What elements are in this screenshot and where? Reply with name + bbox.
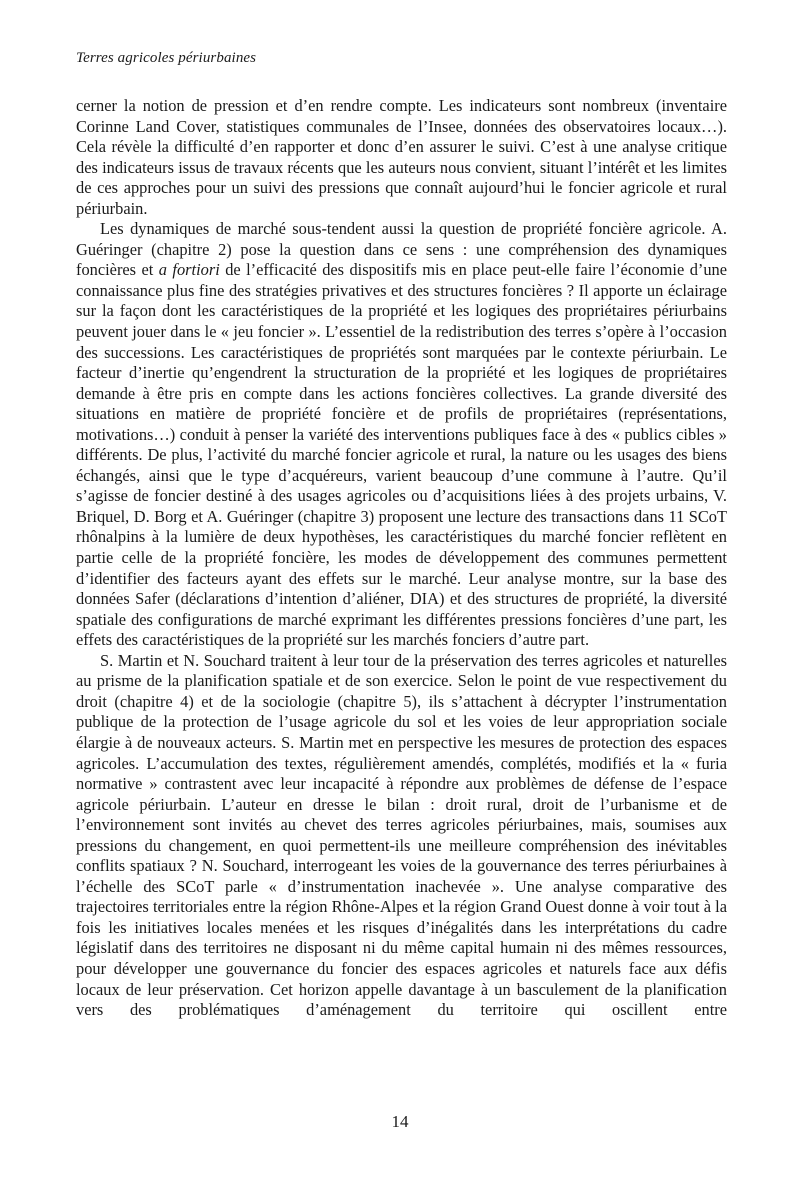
paragraph-2 xyxy=(76,219,727,650)
paragraph-1: cerner la notion de pression et d’en rendre compte. Les indicateurs sont nombreux (inventaire Corinne Land Cover, statistiques communales de l’Insee, données des observatoires locaux…). Cela révèle la difficulté d’en rapporter et donc d’en assurer le suivi. C’est à une analyse critique des indicateurs issus de travaux récents que les auteurs nous convient, situant l’intérêt et les limites de ces approches pour un suivi des pressions que connaît aujourd’hui le foncier agricole et rural périurbain. xyxy=(76,96,727,218)
page-number: 14 xyxy=(391,1112,409,1131)
paragraph-3: S. Martin et N. Souchard traitent à leur tour de la préservation des terres agricoles et naturelles au prisme de la planification spatiale et de son exercice. Selon le point de vue respectivement du droit (chapitre 4) et de la sociologie (chapitre 5), ils s’attachent à décrypter l’instrumentation publique de la protection de l’usage agricole du sol et les voies de leur appropriation sociale élargie à de nouveaux acteurs. S. Martin met en perspective les mesures de protection des espaces agricoles. L’accumulation des textes, régulièrement amendés, complétés, modifiés et la « furia normative » contrastent avec leur incapacité à répondre aux problèmes de défense de l’espace agricole périurbain. L’auteur en dresse le bilan : droit rural, droit de l’urbanisme et de l’environnement sont invités au chevet des terres agricoles périurbaines, mais, soumises aux pressions du changement, en quoi permettent-ils une meilleure compréhension des inévitables conflits spatiaux ? N. Souchard, interrogeant les voies de la gouvernance des terres périurbaines à l’échelle des SCoT parle « d’instrumentation inachevée ». Une analyse comparative des trajectoires territoriales entre la région Rhône-Alpes et la région Grand Ouest donne à voir tout à la fois les initiatives locales menées et les risques d’inégalités dans les interprétations du cadre législatif dans des territoires ne disposant ni du même capital humain ni des mêmes ressources, pour développer une gouvernance du foncier des espaces agricoles et naturels face aux défis locaux de leur préservation. Cet horizon appelle davantage à un basculement de la planification vers des problématiques d’aménagement du territoire qui oscillent entre xyxy=(76,650,727,1020)
paragraph-2-emphasis: a fortiori xyxy=(158,260,220,280)
body-text xyxy=(76,96,727,1021)
running-head: Terres agricoles périurbaines xyxy=(76,50,257,66)
paragraph-2-text-start: Les dynamiques de marché sous-tendent aussi la question de propriété foncière agricole. A. Guéringer (chapitre 2) pose la question dans ce sens : une compréhension des dynamiques foncières et xyxy=(76,219,727,280)
paragraph-2-text-end: de l’efficacité des dispositifs mis en place peut-elle faire l’économie d’une connaissance plus fine des stratégies privatives et des structures foncières ? Il apporte un éclairage sur la façon dont les caractéristiques de la propriété et les logiques des propriétaires périurbains peuvent jouer dans le « jeu foncier ». L’essentiel de la redistribution des terres s’opère à l’occasion des successions. Les caractéristiques de propriétés sont marquées par le contexte périurbain. Le facteur d’inertie qu’engendrent la structuration de la propriété et les logiques de propriétaires demande à être pris en compte dans les actions foncières collectives. La grande diversité des situations en matière de propriété foncière et de profils de propriétaires (représentations, motivations…) conduit à penser la variété des interventions publiques face à des « publics cibles » différents. De plus, l’activité du marché foncier agricole et rural, la nature ou les usages des biens échangés, ainsi que le type d’acquéreurs, varient beaucoup d’une commune à l’autre. Qu’il s’agisse de foncier destiné à des usages agricoles ou d’acquisitions liées à des projets urbains, V. Briquel, D. Borg et A. Guéringer (chapitre 3) proposent une lecture des transactions dans 11 SCoT rhônalpins à la lumière de deux hypothèses, les caractéristiques du marché foncier reflètent en partie celle de la propriété foncière, les modes de développement des communes permettent d’identifier des facteurs ayant des effets sur le marché. Leur analyse montre, sur la base des données Safer (déclarations d’intention d’aliéner, DIA) et des structures de propriété, la diversité spatiale des configurations de marché exprimant les différentes pressions foncières d’une part, les effets des caractéristiques de la propriété sur les marchés fonciers d’autre part. xyxy=(76,260,728,650)
